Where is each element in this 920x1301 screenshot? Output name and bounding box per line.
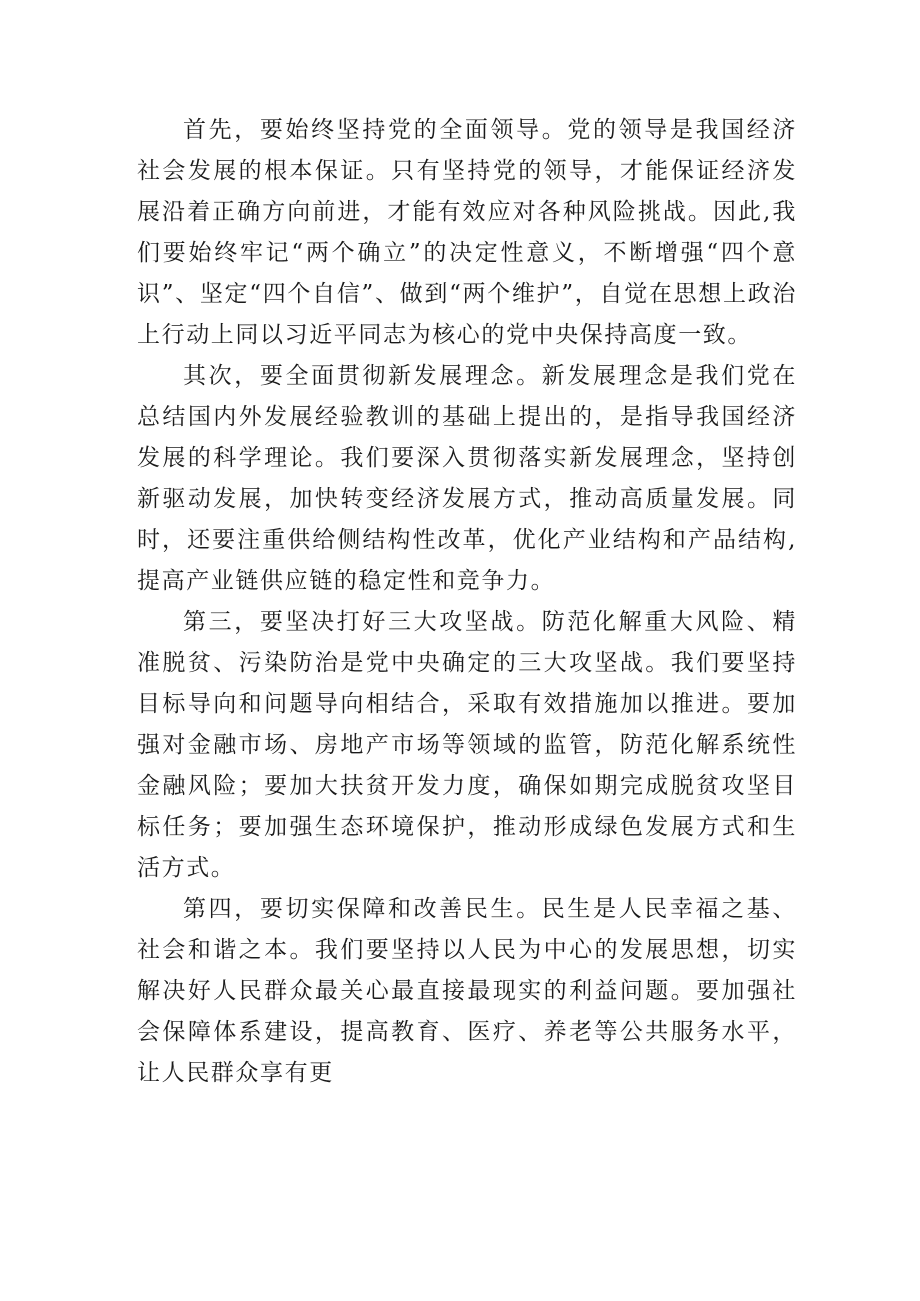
paragraph-3: 第三，要坚决打好三大攻坚战。防范化解重大风险、精准脱贫、污染防治是党中央确定的三大攻坚战。我们要坚持目标导向和问题导向相结合，采取有效措施加以推进。要加强对金融市场、房地产市场等领域的监管，防范化解系统性金融风险；要加大扶贫开发力度，确保如期完成脱贫攻坚目标任务；要加强生态环境保护，推动形成绿色发展方式和生活方式。 [137, 609, 797, 881]
paragraph-4: 第四，要切实保障和改善民生。民生是人民幸福之基、社会和谐之本。我们要坚持以人民为中心的发展思想，切实解决好人民群众最关心最直接最现实的利益问题。要加强社会保障体系建设，提高教育、医疗、养老等公共服务水平，让人民群众享有更 [137, 896, 797, 1086]
paragraph-2: 其次，要全面贯彻新发展理念。新发展理念是我们党在总结国内外发展经验教训的基础上提出的，是指导我国经济发展的科学理论。我们要深入贯彻落实新发展理念，坚持创新驱动发展，加快转变经济发展方式，推动高质量发展。同时，还要注重供给侧结构性改革，优化产业结构和产品结构,提高产业链供应链的稳定性和竞争力。 [137, 363, 797, 594]
paragraph-1: 首先，要始终坚持党的全面领导。党的领导是我国经济社会发展的根本保证。只有坚持党的领导，才能保证经济发展沿着正确方向前进，才能有效应对各种风险挑战。因此,我们要始终牢记“两个确立”的决定性意义，不断增强“四个意识”、坚定“四个自信”、做到“两个维护”，自觉在思想上政治上行动上同以习近平同志为核心的党中央保持高度一致。 [137, 117, 797, 348]
document-body [137, 110, 797, 1094]
